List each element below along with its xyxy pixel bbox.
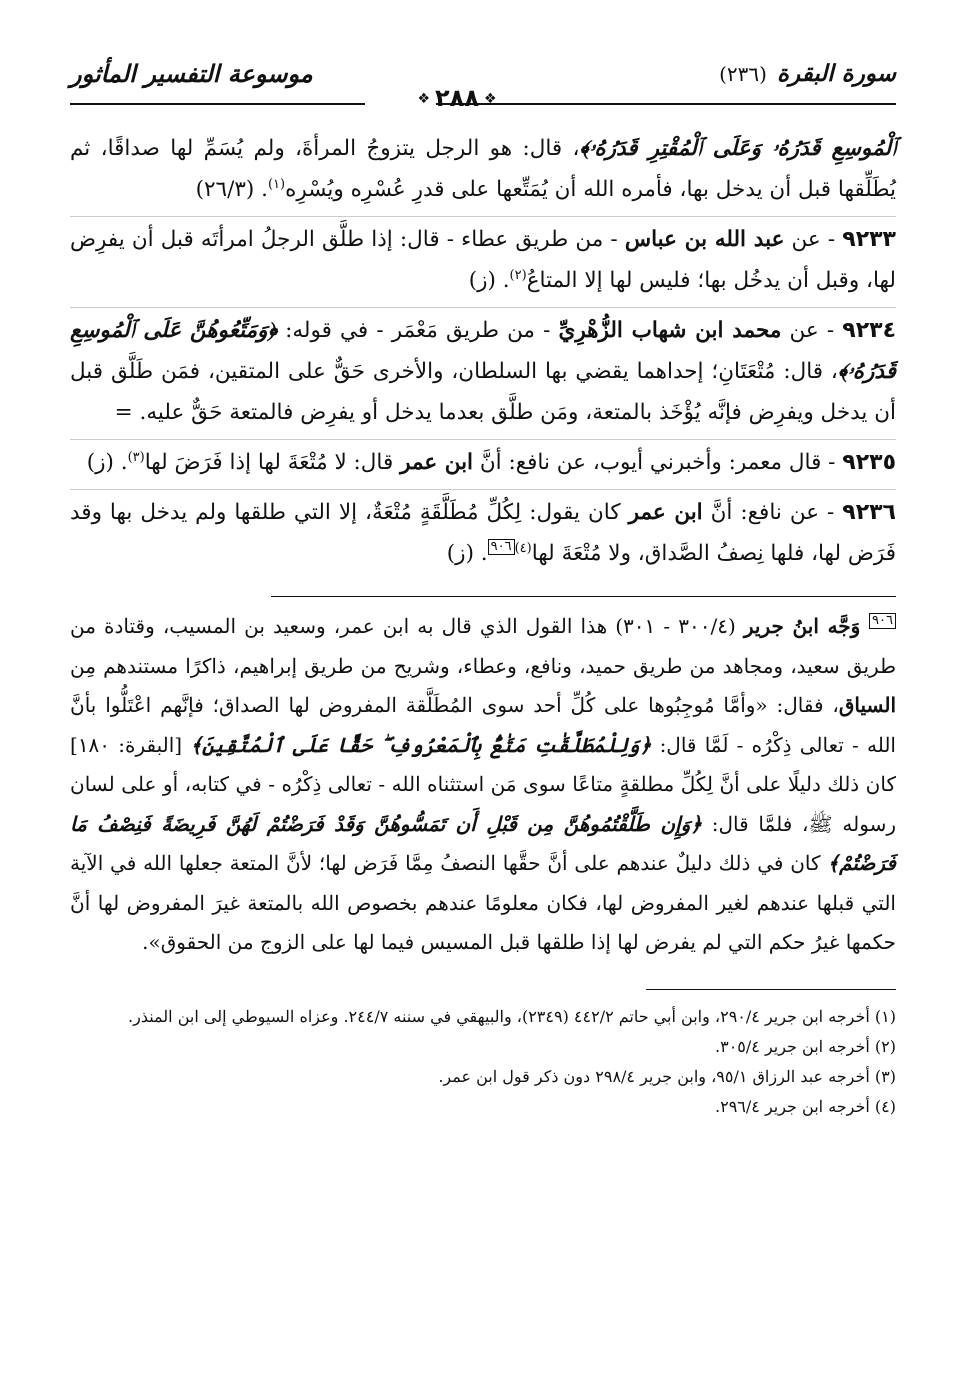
commentary-ref-box: ٩٠٦ [869, 613, 896, 629]
narrator-name: محمد ابن شهاب الزُّهْرِيِّ [558, 318, 782, 343]
text-run: - قال معمر: وأخبرني أيوب، عن نافع: أنَّ [473, 450, 843, 475]
entry-separator [70, 439, 896, 440]
text-run: - عن [784, 227, 843, 252]
text-run: - عن نافع: أنَّ [702, 500, 843, 525]
quran-verse: ﴿وَمَتِّعُوهُنَّ عَلَى ٱلْمُوسِعِ قَدَرُهُۥ﴾ [70, 318, 896, 384]
text-run: (٤/‏٣٠٠ - ٣٠١) هذا القول الذي قال به ابن عمر، وسعيد بن المسيب، وقتادة من طريق سعيد، ومجاهد من طريق حميد، ونافع، وعطاء، وشريح من طريق إبراهيم، ذاكرًا مستندهم مِن [70, 614, 896, 678]
page-number-rule [70, 84, 896, 112]
entry-separator [70, 489, 896, 490]
text-run: - عن [781, 318, 843, 343]
footnote-marker: (٢) [509, 267, 527, 283]
surah-name: سورة البقرة [776, 59, 896, 87]
page-number [387, 84, 527, 112]
narration-number: ٩٢٣٥ [842, 450, 896, 475]
text-run: . (ز) [86, 450, 128, 475]
surah-heading [719, 60, 896, 87]
footnotes [70, 1002, 896, 1122]
narration-entry [70, 219, 896, 301]
footnote: (٢) أخرجه ابن جرير ٤/‏٣٠٥. [715, 1036, 896, 1056]
text-run: [البقرة: ١٨٠] كان ذلك دليلًا على أنَّ لِكُلِّ مطلقةٍ متاعًا سوى مَن استثناه الله - تعالى ذِكْرُه - في كتابه، أو على لسان رسوله ﷺ، فلمَّا قال: [70, 732, 896, 836]
narrator-name: عبد الله بن عباس [624, 227, 785, 252]
commentary [70, 607, 896, 963]
quran-verse: ﴿وَلِلْمُطَلَّقَٰتِ مَتَٰعٌۢ بِٱلْمَعْرُوفِ ۖ حَقًّا عَلَى ٱلْمُتَّقِينَ﴾ [190, 732, 652, 757]
narrator-name: السياق [838, 693, 896, 717]
narration-entry [70, 442, 896, 483]
narrations [70, 128, 896, 574]
ornament-icon: ❖ [417, 91, 431, 107]
narration-entry [70, 310, 896, 433]
commentary-paragraph [70, 607, 896, 963]
book-title: موسوعة التفسير المأثور [70, 58, 313, 88]
narration-number: ٩٢٣٦ [842, 500, 896, 525]
ornament-icon: ❖ [483, 91, 497, 107]
quran-verse: ﴿وَإِن طَلَّقْتُمُوهُنَّ مِن قَبْلِ أَن تَمَسُّوهُنَّ وَقَدْ فَرَضْتُمْ لَهُنَّ فَرِيضَةً فَنِصْفُ مَا فَرَضْتُمْ﴾ [70, 811, 896, 875]
footnote: (١) أخرجه ابن جرير ٤/‏٢٩٠، وابن أبي حاتم ٢/‏٤٤٢ (٢٣٤٩)، والبيهقي في سننه ٧/‏٢٤٤. وعزاه السيوطي إلى ابن المنذر. [128, 1006, 896, 1026]
narration-entry [70, 492, 896, 574]
text-run: ، فقال: «وأمَّا مُوجِبُوها على كُلِّ أحد سوى المُطَلَّقة المفروض لها الصداق؛ فإنَّهم اعْتَلُّوا بأنَّ الله - تعالى ذِكْرُه - لَمَّا قال: [70, 693, 896, 757]
entry-separator [70, 307, 896, 308]
footnote-rule [646, 989, 896, 990]
header-rule-left [70, 103, 365, 105]
page-number-text: ٢٨٨ [435, 84, 479, 112]
narrator-name: ابن عمر [628, 500, 703, 525]
commentary-ref-box: ٩٠٦ [488, 539, 515, 555]
text-run: - من طريق عطاء - قال: إذا طلَّق الرجلُ امرأتَه قبل أن يفرِض لها، وقبل أن يدخُل بها؛ فليس لها إلا المتاعُ [70, 227, 896, 293]
narration-number: ٩٢٣٤ [842, 318, 897, 343]
ayah-number: (٢٣٦) [719, 61, 767, 86]
commentary-rule [271, 596, 896, 597]
quran-verse: ٱلْمُوسِعِ قَدَرُهُۥ وَعَلَى ٱلْمُقْتِرِ قَدَرُهُۥ﴾ [579, 136, 897, 161]
text-run: قال: لا مُتْعَةَ لها إذا فَرَضَ لها [144, 450, 401, 475]
footnote-marker: (١) [267, 176, 286, 192]
footnote: (٤) أخرجه ابن جرير ٤/‏٢٩٦. [715, 1096, 896, 1116]
text-run: . (ز) [468, 268, 510, 293]
text-run: ، قال: مُتْعَتَانِ؛ إحداهما يقضي بها السلطان، والأخرى حَقٌّ على المتقين، فمَن طَلَّق قبل أن يدخل ويفرِض فإنَّه يُؤْخَذ بالمتعة، ومَن طلَّق بعدما يدخل أو يفرِض فالمتعة حَقٌّ عليه. = [70, 359, 896, 425]
footnote: (٣) أخرجه عبد الرزاق ١/‏٩٥، وابن جرير ٤/‏٢٩٨ دون ذكر قول ابن عمر. [438, 1066, 896, 1086]
text-run: - من طريق مَعْمَر - في قوله: [277, 318, 559, 343]
text-run: كان يقول: لِكُلِّ مُطَلَّقَةٍ مُتْعَةٌ، إلا التي طلقها ولم يدخل بها وقد فَرَض لها، فلها نِصفُ الصَّداق، ولا مُتْعَةَ لها [70, 500, 896, 566]
narrator-name: ابن عمر [400, 450, 474, 475]
book-page [70, 48, 896, 1122]
text-run: . (٣/‏٢٦) [195, 177, 268, 202]
text-run: ، قال: هو الرجل يتزوجُ المرأةَ، ولم يُسَمِّ لها صداقًا، ثم يُطَلِّقها قبل أن يدخل بها، فأمره الله أن يُمَتِّعها على قدرِ عُسْرِه ويُسْرِه [70, 136, 896, 202]
text-run: . (ز) [446, 541, 488, 566]
narration-entry [70, 128, 896, 210]
footnote-marker: (٤) [514, 540, 532, 556]
text-run: كان في ذلك دليلٌ عندهم على أنَّ حقَّها النصفُ مِمَّا فَرَض لها؛ لأنَّ المتعة جعلها الله في الآية التي قبلها عندهم لغير المفروض لها، فكان معلومًا عندهم بخصوص الله بالمتعة غيرَ المفروض لها أنَّ حكمها غيرُ حكم التي لم يفرض لها إذا طلقها قبل المسيس فيما لها على الزوج من الحقوق». [70, 851, 896, 954]
footnote-marker: (٣) [127, 449, 145, 465]
narrator-name: وَجَّه ابنُ جرير [743, 614, 870, 638]
entry-separator [70, 216, 896, 217]
narration-number: ٩٢٣٣ [842, 227, 896, 252]
